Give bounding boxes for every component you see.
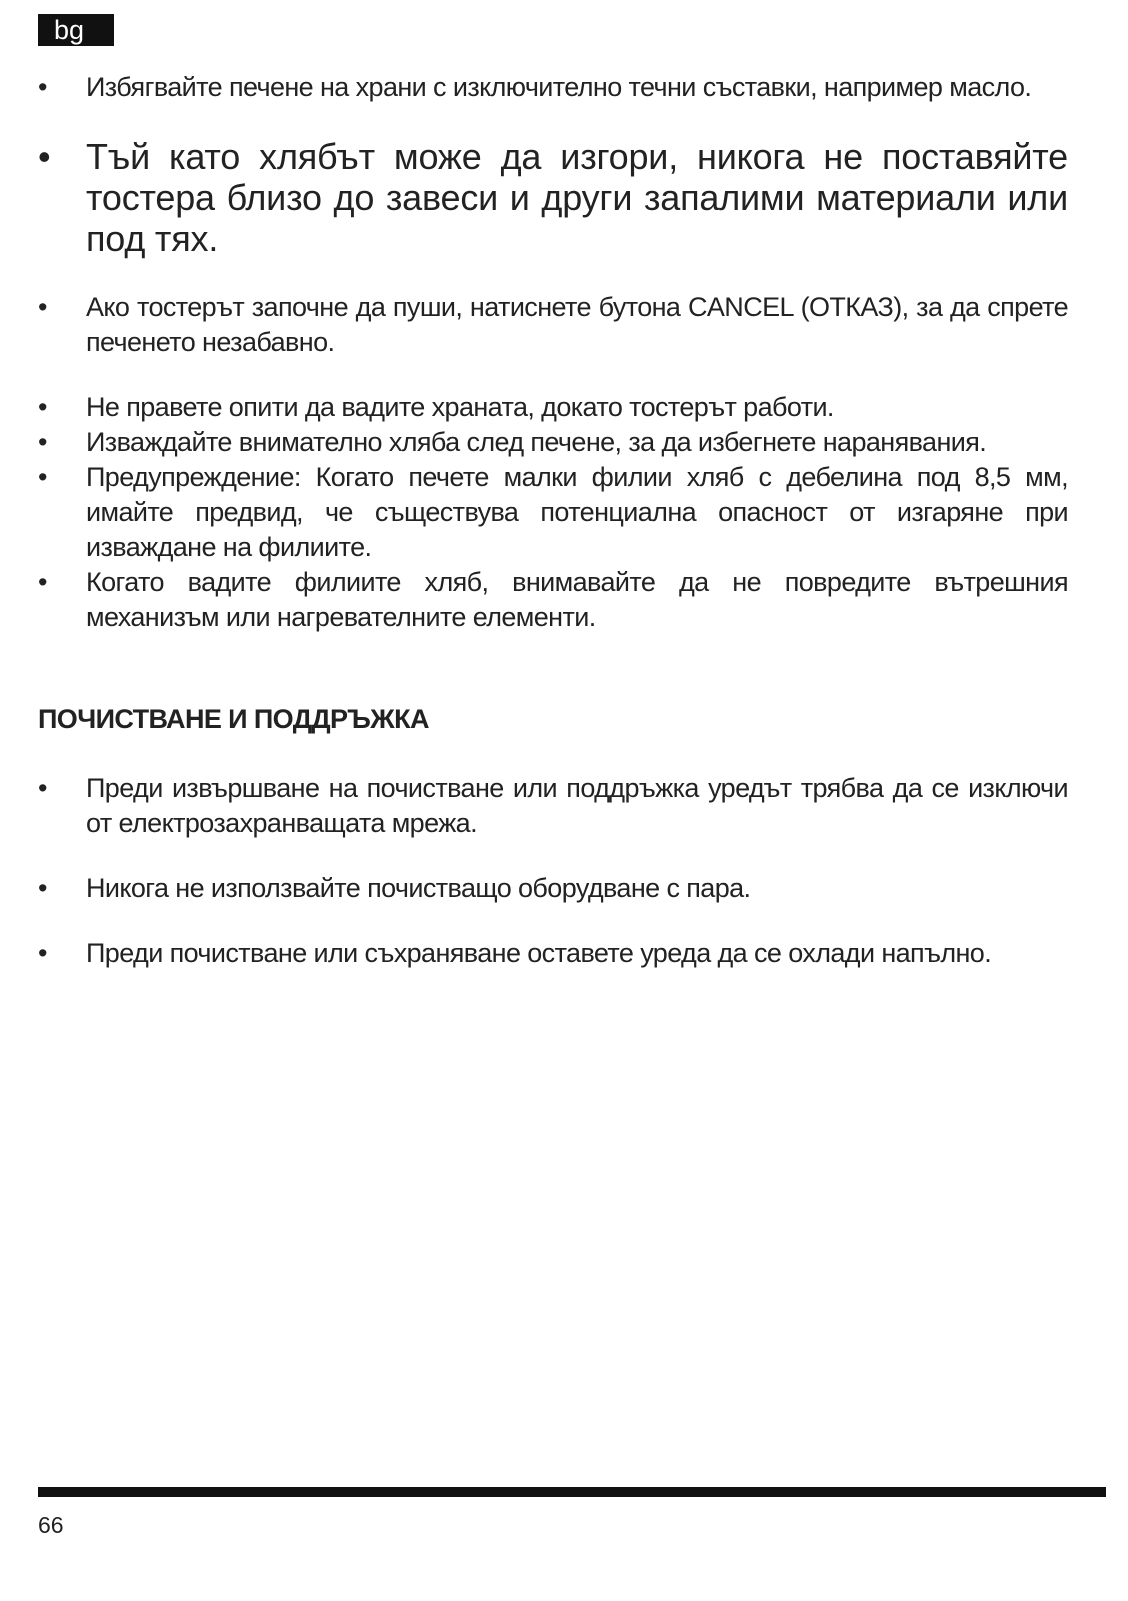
bullet-icon: • [38, 136, 51, 177]
section-title: ПОЧИСТВАНЕ И ПОДДРЪЖКА [38, 704, 429, 734]
list-item-text: Никога не използвайте почистващо оборудване с пара. [86, 873, 751, 903]
list-item [38, 290, 1068, 360]
list-item [38, 460, 1068, 565]
bullet-icon: • [38, 292, 47, 322]
bullet-icon: • [38, 567, 47, 597]
list-item-text: Преди почистване или съхраняване оставете уреда да се охлади напълно. [86, 938, 992, 968]
list-item [38, 136, 1068, 259]
list-item [38, 871, 1068, 906]
bullet-icon: • [38, 72, 47, 102]
list-item-text: Не правете опити да вадите храната, докато тостерът работи. [86, 392, 834, 422]
list-item [38, 390, 1068, 425]
list-item-text: Ако тостерът започне да пуши, натиснете бутона CANCEL (ОТКАЗ), за да спрете печенето незабавно. [86, 292, 1068, 357]
list-item-text: Когато вадите филиите хляб, внимавайте да не повредите вътрешния механизъм или нагревателните елементи. [86, 567, 1068, 632]
bullet-icon: • [38, 873, 47, 903]
list-item [38, 425, 1068, 460]
page-number: 66 [38, 1512, 64, 1538]
list-item-text: Преди извършване на почистване или поддръжка уредът трябва да се изключи от електрозахранващата мрежа. [86, 773, 1068, 838]
bullet-icon: • [38, 938, 47, 968]
list-item [38, 565, 1068, 635]
list-item-text: Тъй като хлябът може да изгори, никога не поставяйте тостера близо до завеси и други запалими материали или под тях. [86, 136, 1068, 259]
list-item-text: Избягвайте печене на храни с изключително течни съставки, например масло. [86, 72, 1032, 102]
cleaning-list [38, 771, 1068, 971]
language-badge: bg [38, 14, 114, 46]
list-item-text: Изваждайте внимателно хляба след печене, за да избегнете наранявания. [86, 427, 987, 457]
safety-warnings-list [38, 70, 1068, 635]
footer-divider [38, 1487, 1106, 1497]
bullet-icon: • [38, 462, 47, 492]
list-item-text: Предупреждение: Когато печете малки филии хляб с дебелина под 8,5 мм, имайте предвид, че съществува потенциална опасност от изгаряне при изваждане на филиите. [86, 462, 1068, 562]
list-item [38, 771, 1068, 841]
list-item [38, 936, 1068, 971]
bullet-icon: • [38, 773, 47, 803]
bullet-icon: • [38, 392, 47, 422]
list-item [38, 70, 1068, 105]
bullet-icon: • [38, 427, 47, 457]
